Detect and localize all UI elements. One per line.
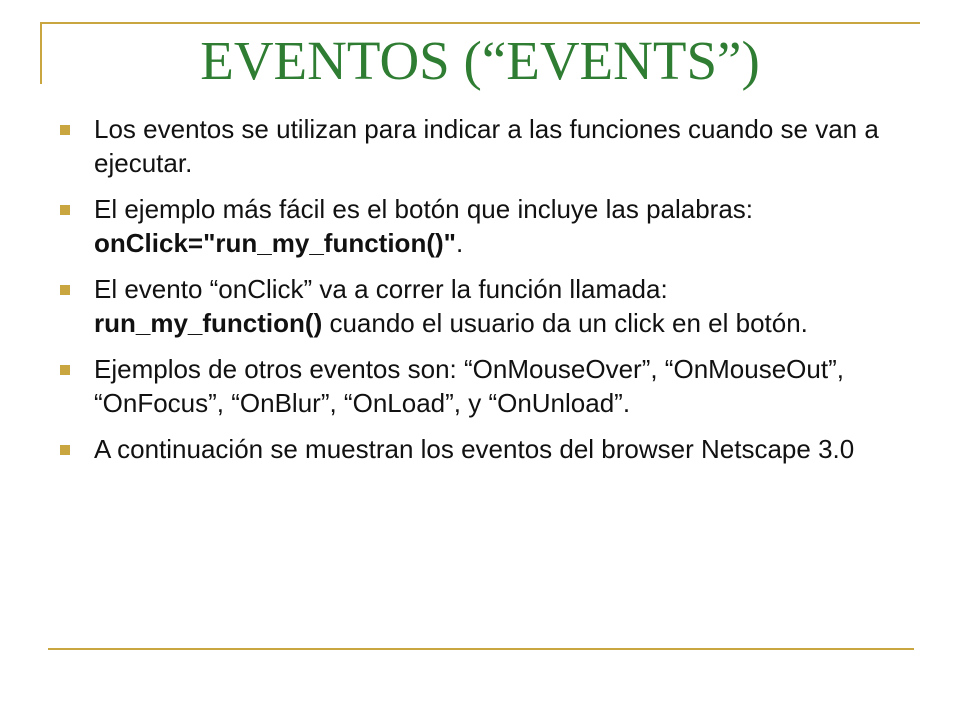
- bullet-text-part: .: [455, 228, 464, 258]
- bullet-item: [60, 192, 880, 260]
- square-bullet-icon: [60, 125, 70, 135]
- bullet-text-part: A continuación se muestran los eventos del browser Netscape 3.0: [94, 434, 855, 464]
- square-bullet-icon: [60, 365, 70, 375]
- square-bullet-icon: [60, 205, 70, 215]
- slide-title: EVENTOS (“EVENTS”): [200, 30, 760, 91]
- bullet-list: [60, 112, 880, 466]
- code-snippet: run_my_function(): [94, 308, 323, 338]
- bullet-text-part: cuando el usuario da un click en el botón.: [322, 308, 808, 338]
- bullet-text-part: El evento “onClick” va a correr la función llamada:: [94, 274, 668, 304]
- bottom-rule: [48, 648, 914, 650]
- bullet-text: [94, 194, 753, 258]
- bullet-item: [60, 352, 880, 420]
- bullet-text: [94, 274, 808, 338]
- bullet-text: [94, 114, 879, 178]
- bullet-text: [94, 434, 854, 464]
- bullet-text: [94, 354, 844, 418]
- bullet-item: [60, 272, 880, 340]
- square-bullet-icon: [60, 445, 70, 455]
- top-rule: [40, 22, 920, 24]
- bullet-text-part: El ejemplo más fácil es el botón que incluye las palabras:: [94, 194, 754, 224]
- code-snippet: onClick="run_my_function()": [94, 228, 456, 258]
- bullet-item: [60, 112, 880, 180]
- bullet-item: [60, 432, 880, 466]
- square-bullet-icon: [60, 285, 70, 295]
- bullet-text-part: Ejemplos de otros eventos son: “OnMouseOver”, “OnMouseOut”, “OnFocus”, “OnBlur”, “OnLoad”, y “OnUnload”.: [94, 354, 844, 418]
- bullet-text-part: Los eventos se utilizan para indicar a las funciones cuando se van a ejecutar.: [94, 114, 879, 178]
